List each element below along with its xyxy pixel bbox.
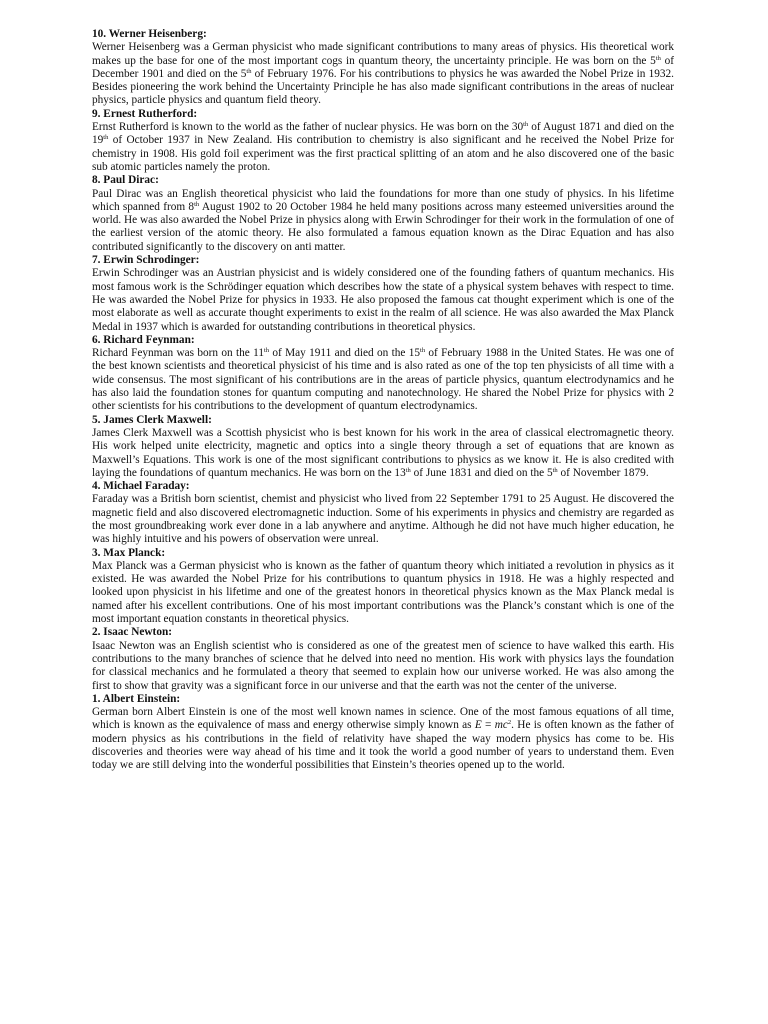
superscript: th [405, 466, 411, 474]
text-run: Isaac Newton was an English scientist who is considered as one of the greatest men of science to have walked this earth. His contributions to the many branches of science that he delved into need no mention. His work with physics lays the foundation for classical mechanics and he formulated a theory that seemed to explain how our universe worked. He was also among the first to show that gravity was a significant force in our universe and that the earth was not the center of the universe. [92, 639, 674, 692]
text-run: Erwin Schrodinger was an Austrian physicist and is widely considered one of the founding fathers of quantum mechanics. His most famous work is the Schrödinger equation which describes how the state of a physical system behaves with respect to time. He was awarded the Nobel Prize for physics in 1933. He also proposed the famous cat thought experiment which is one of the most elaborate as well as accurate thought experiments to exist in the realm of all science. He was also awarded the Max Planck Medal in 1937 which is awarded for outstanding contributions in theoretical physics. [92, 267, 674, 333]
text-run: German born Albert Einstein is one of the most well known names in science. One of the most famous equations of all time, which is known as the equivalence of mass and energy otherwise simply known as [92, 706, 674, 732]
entry-heading: 3. Max Planck: [92, 546, 166, 559]
entry-michael-faraday [92, 480, 674, 546]
text-run: Faraday was a British born scientist, chemist and physicist who lived from 22 September 1791 to 25 August. He discovered the magnetic field and also discovered electromagnetic induction. Some of his experiments in physics and chemistry are regarded as the most groundbreaking work ever done in a lab anywhere and anytime. Although he did not have much higher education, he was highly intuitive and his powers of observation were unreal. [92, 493, 674, 546]
text-run: Paul Dirac was an English theoretical physicist who laid the foundations for more than one study of physics. In his lifetime which spanned from 8 [92, 187, 674, 213]
entry-body [92, 706, 674, 772]
superscript: th [655, 54, 661, 62]
superscript: th [103, 134, 109, 142]
text-run: of December 1901 and died on the 5 [92, 54, 674, 80]
text-run: Ernst Rutherford is known to the world as the father of nuclear physics. He was born on the 30 [92, 121, 524, 134]
superscript: th [523, 121, 529, 129]
text-run: August 1902 to 20 October 1984 he held many positions across many esteemed universities around the world. He was also awarded the Nobel Prize in physics along with Erwin Schrodinger for their work in the formulation of one of the earliest version of the atomic theory. He also formulated a famous equation known as the Dirac Equation and has also contributed significantly to the discovery on anti matter. [92, 200, 674, 253]
text-run: . He is often known as the father of modern physics as his contributions in the field of relativity have shaped the way modern physics has come to be. His discoveries and theories were way ahead of his time and it took the world a good number of years to understand them. Even today we are still delving into the wonderful possibilities that Einstein’s theories opened up to the world. [92, 719, 674, 772]
entry-body [92, 267, 674, 333]
entry-erwin-schrodinger [92, 254, 674, 334]
math-variable: mc [494, 719, 508, 732]
entry-body [92, 493, 674, 546]
document-page [92, 28, 674, 773]
text-run: of August 1871 and died on the 19 [92, 121, 674, 147]
text-run: Richard Feynman was born on the 11 [92, 347, 264, 360]
entry-albert-einstein [92, 693, 674, 773]
superscript: th [194, 200, 200, 208]
entry-body [92, 427, 674, 480]
entry-body [92, 347, 674, 413]
text-run: Werner Heisenberg was a German physicist who made significant contributions to many areas of physics. His theoretical work makes up the base for one of the most important cogs in quantum theory, the uncertainty principle. He was born on the 5 [92, 41, 674, 67]
entry-ernest-rutherford [92, 108, 674, 174]
text-run: of June 1831 and died on the 5 [410, 466, 553, 479]
entry-body [92, 640, 674, 693]
superscript: th [420, 347, 426, 355]
entry-james-clerk-maxwell [92, 414, 674, 480]
entry-richard-feynman [92, 334, 674, 414]
text-run: of November 1879. [557, 466, 649, 479]
math-variable: E [474, 719, 482, 732]
entry-body [92, 188, 674, 254]
entry-max-planck [92, 547, 674, 627]
entry-heading: 6. Richard Feynman: [92, 333, 195, 346]
text-run: James Clerk Maxwell was a Scottish physicist who is best known for his work in the area of classical electromagnetic theory. His work helped unite electricity, magnetic and optics into a single theory through a set of equations that are known as Maxwell’s Equations. This work is one of the most significant contributions to physics as we know it. He is also credited with laying the foundations of quantum mechanics. He was born on the 13 [92, 426, 674, 479]
entry-body [92, 560, 674, 626]
superscript: 2 [507, 719, 512, 727]
entry-heading: 8. Paul Dirac: [92, 174, 159, 187]
entry-heading: 7. Erwin Schrodinger: [92, 254, 200, 267]
superscript: th [263, 347, 270, 355]
entry-heading: 4. Michael Faraday: [92, 480, 190, 493]
entry-heading: 10. Werner Heisenberg: [92, 28, 207, 40]
text-run: Max Planck was a German physicist who is known as the father of quantum theory which initiated a revolution in physics as it existed. He was awarded the Nobel Prize for his contributions to quantum physics in 1918. He was a highly respected and looked upon physicist in his lifetime and one of the greatest honors in theoretical physics known as the Max Planck medal is named after his excellent contributions. One of his most important contributions was the Planck’s constant which is one of the most important equation constants in theoretical physics. [92, 559, 674, 626]
superscript: th [246, 67, 252, 75]
entry-isaac-newton [92, 626, 674, 692]
entry-heading: 9. Ernest Rutherford: [92, 107, 198, 120]
entry-paul-dirac [92, 174, 674, 254]
text-run: of February 1976. For his contributions to physics he was awarded the Nobel Prize in 1932. Besides pioneering the work behind the Uncertainty Principle he has also made significant contributions in the areas of nuclear physics, particle physics and quantum field theory. [92, 67, 674, 107]
superscript: th [552, 466, 558, 474]
text-run: of October 1937 in New Zealand. His contribution to chemistry is also significant and he received the Nobel Prize for chemistry in 1908. His gold foil experiment was the first practical splitting of an atom and he also discovered one of the basic sub atomic particles namely the proton. [92, 134, 674, 173]
text-run: of February 1988 in the United States. He was one of the best known scientists and theoretical physicist of his time and is also rated as one of the top ten physicists of all time with a wide consensus. The most significant of his contributions are in the areas of particle physics, quantum electrodynamics and he has also laid the foundation stones for quantum computing and nanotechnology. He shared the Nobel Prize for physics with 2 other scientists for his contributions to the development of quantum electrodynamics. [92, 347, 674, 413]
entry-werner-heisenberg [92, 28, 674, 108]
entry-body [92, 41, 674, 107]
text-run: of May 1911 and died on the 15 [269, 347, 421, 360]
text-run: = [481, 719, 495, 732]
entry-body [92, 121, 674, 174]
entry-heading: 2. Isaac Newton: [92, 626, 173, 639]
entry-heading: 1. Albert Einstein: [92, 692, 181, 705]
entry-heading: 5. James Clerk Maxwell: [92, 413, 212, 426]
